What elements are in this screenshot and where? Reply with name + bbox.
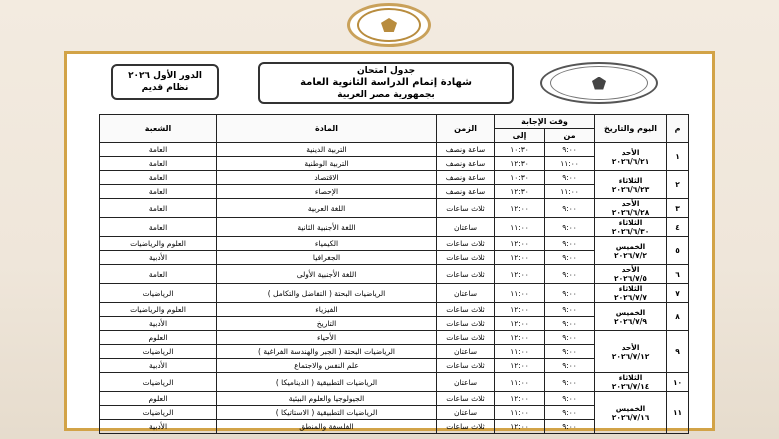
- subject: الرياضيات التطبيقية ( الاستاتيكا ): [217, 406, 437, 420]
- day-date-cell: [595, 237, 667, 265]
- branch: العامة: [100, 143, 217, 157]
- time-from: ٩:٠٠: [545, 284, 595, 303]
- subject: التاريخ: [217, 317, 437, 331]
- duration: ساعة ونصف: [437, 171, 495, 185]
- duration: ثلاث ساعات: [437, 359, 495, 373]
- duration: ثلاث ساعات: [437, 199, 495, 218]
- branch: العامة: [100, 185, 217, 199]
- time-from: ٩:٠٠: [545, 406, 595, 420]
- col-header-branch: الشعبة: [100, 115, 217, 143]
- day-date-cell: [595, 303, 667, 331]
- time-to: ١١:٠٠: [495, 373, 545, 392]
- subject: الجيولوجيا والعلوم البيئية: [217, 392, 437, 406]
- day-date-cell: [595, 265, 667, 284]
- time-from: ٩:٠٠: [545, 251, 595, 265]
- duration: ثلاث ساعات: [437, 331, 495, 345]
- title-box: [258, 62, 514, 104]
- title-line-3: بجمهورية مصر العربية: [337, 90, 435, 100]
- duration: ثلاث ساعات: [437, 265, 495, 284]
- branch: الرياضيات: [100, 345, 217, 359]
- exam-date: ٢٠٢٦/٧/٥: [614, 274, 647, 283]
- day-name: الخميس: [615, 403, 646, 413]
- exam-round-box: [111, 64, 219, 100]
- exam-date: ٢٠٢٦/٧/١٤: [611, 382, 650, 391]
- time-to: ١٢:٣٠: [495, 157, 545, 171]
- branch: العامة: [100, 171, 217, 185]
- duration: ساعتان: [437, 345, 495, 359]
- exam-date: ٢٠٢٦/٦/٢٨: [611, 208, 650, 217]
- row-number: ٣: [667, 199, 689, 218]
- time-from: ٩:٠٠: [545, 317, 595, 331]
- subject: اللغة العربية: [217, 199, 437, 218]
- time-from: ٩:٠٠: [545, 171, 595, 185]
- emblem-ring: [357, 8, 421, 42]
- time-to: ١٢:٠٠: [495, 392, 545, 406]
- branch: العلوم: [100, 331, 217, 345]
- branch: الأدبية: [100, 251, 217, 265]
- time-to: ١٢:٠٠: [495, 251, 545, 265]
- day-date-cell: [595, 143, 667, 171]
- day-date-cell: [595, 284, 667, 303]
- duration: ثلاث ساعات: [437, 392, 495, 406]
- branch: العامة: [100, 218, 217, 237]
- branch: الأدبية: [100, 359, 217, 373]
- table-row: [100, 303, 689, 317]
- duration: ثلاث ساعات: [437, 251, 495, 265]
- system-label: نظام قديم: [141, 83, 189, 93]
- time-from: ٩:٠٠: [545, 359, 595, 373]
- time-from: ١١:٠٠: [545, 185, 595, 199]
- col-header-num: م: [667, 115, 689, 143]
- col-header-subject: المادة: [217, 115, 437, 143]
- round-label: الدور الأول ٢٠٢٦: [128, 71, 202, 81]
- document-header: [73, 58, 706, 110]
- day-name: الثلاثاء: [618, 373, 643, 382]
- title-line-1: جدول امتحان: [356, 66, 416, 76]
- subject: الفيزياء: [217, 303, 437, 317]
- table-row: [100, 373, 689, 392]
- time-to: ١٢:٠٠: [495, 359, 545, 373]
- duration: ثلاث ساعات: [437, 420, 495, 434]
- day-name: الأحد: [621, 199, 640, 208]
- subject: اللغة الأجنبية الأولى: [217, 265, 437, 284]
- top-emblem-logo: [347, 3, 431, 47]
- day-date-cell: [595, 199, 667, 218]
- duration: ساعتان: [437, 373, 495, 392]
- subject: الفلسفة والمنطق: [217, 420, 437, 434]
- subject: التربية الدينية: [217, 143, 437, 157]
- duration: ساعة ونصف: [437, 185, 495, 199]
- branch: العلوم والرياضيات: [100, 303, 217, 317]
- row-number: ٢: [667, 171, 689, 199]
- duration: ثلاث ساعات: [437, 237, 495, 251]
- row-number: ٨: [667, 303, 689, 331]
- time-to: ١٠:٣٠: [495, 143, 545, 157]
- row-number: ٤: [667, 218, 689, 237]
- exam-date: ٢٠٢٦/٧/٧: [614, 293, 647, 302]
- branch: العلوم والرياضيات: [100, 237, 217, 251]
- duration: ساعتان: [437, 218, 495, 237]
- time-from: ٩:٠٠: [545, 218, 595, 237]
- time-to: ١٢:٠٠: [495, 317, 545, 331]
- col-header-to: إلى: [495, 129, 545, 143]
- table-row: [100, 265, 689, 284]
- time-from: ٩:٠٠: [545, 345, 595, 359]
- col-header-from: من: [545, 129, 595, 143]
- row-number: ٩: [667, 331, 689, 373]
- table-row: [100, 284, 689, 303]
- day-name: الثلاثاء: [618, 218, 643, 227]
- branch: العامة: [100, 199, 217, 218]
- row-number: ١٠: [667, 373, 689, 392]
- day-name: الأحد: [621, 342, 640, 352]
- exam-date: ٢٠٢٦/٧/١٢: [611, 351, 650, 361]
- col-header-day-date: اليوم والتاريخ: [595, 115, 667, 143]
- time-to: ١٢:٠٠: [495, 265, 545, 284]
- row-number: ٦: [667, 265, 689, 284]
- subject: التربية الوطنية: [217, 157, 437, 171]
- row-number: ١: [667, 143, 689, 171]
- branch: العامة: [100, 157, 217, 171]
- exam-date: ٢٠٢٦/٧/٢: [614, 250, 647, 260]
- duration: ساعة ونصف: [437, 157, 495, 171]
- time-from: ٩:٠٠: [545, 331, 595, 345]
- time-to: ١٢:٠٠: [495, 420, 545, 434]
- duration: ثلاث ساعات: [437, 303, 495, 317]
- time-to: ١١:٠٠: [495, 218, 545, 237]
- ministry-logo-ring: [550, 66, 648, 100]
- title-line-2: شهادة إتمام الدراسة الثانوية العامة: [300, 77, 472, 88]
- table-row: [100, 331, 689, 345]
- row-number: ٥: [667, 237, 689, 265]
- schedule-body: [100, 143, 689, 434]
- time-from: ٩:٠٠: [545, 143, 595, 157]
- branch: الرياضيات: [100, 373, 217, 392]
- branch: العامة: [100, 265, 217, 284]
- col-header-duration: الزمن: [437, 115, 495, 143]
- duration: ساعتان: [437, 406, 495, 420]
- exam-schedule-document: [64, 51, 715, 431]
- subject: الإحصاء: [217, 185, 437, 199]
- day-name: الخميس: [615, 307, 646, 317]
- day-name: الثلاثاء: [618, 175, 643, 185]
- exam-date: ٢٠٢٦/٧/١٦: [611, 412, 650, 422]
- exam-date: ٢٠٢٦/٦/٢٣: [611, 184, 650, 194]
- ministry-eagle-icon: [592, 77, 606, 90]
- day-name: الأحد: [621, 147, 640, 157]
- time-to: ١١:٠٠: [495, 406, 545, 420]
- table-row: [100, 237, 689, 251]
- branch: الأدبية: [100, 317, 217, 331]
- day-name: الأحد: [621, 265, 640, 274]
- subject: الرياضيات التطبيقية ( الديناميكا ): [217, 373, 437, 392]
- duration: ساعة ونصف: [437, 143, 495, 157]
- ministry-logo: [540, 62, 658, 104]
- subject: الأحياء: [217, 331, 437, 345]
- time-from: ٩:٠٠: [545, 303, 595, 317]
- time-from: ٩:٠٠: [545, 420, 595, 434]
- branch: الرياضيات: [100, 406, 217, 420]
- exam-date: ٢٠٢٦/٧/٩: [614, 316, 647, 326]
- row-number: ٧: [667, 284, 689, 303]
- time-to: ١٢:٠٠: [495, 237, 545, 251]
- table-row: [100, 143, 689, 157]
- time-to: ١٢:٣٠: [495, 185, 545, 199]
- time-from: ٩:٠٠: [545, 373, 595, 392]
- day-date-cell: [595, 218, 667, 237]
- day-date-cell: [595, 331, 667, 373]
- table-row: [100, 199, 689, 218]
- time-to: ١١:٠٠: [495, 345, 545, 359]
- time-to: ١٢:٠٠: [495, 331, 545, 345]
- subject: الرياضيات البحتة ( التفاضل والتكامل ): [217, 284, 437, 303]
- time-to: ١١:٠٠: [495, 284, 545, 303]
- day-date-cell: [595, 392, 667, 434]
- exam-date: ٢٠٢٦/٦/٢١: [611, 156, 650, 166]
- exam-schedule-table: [99, 114, 689, 434]
- branch: العلوم: [100, 392, 217, 406]
- time-from: ٩:٠٠: [545, 392, 595, 406]
- branch: الرياضيات: [100, 284, 217, 303]
- eagle-icon: [381, 18, 397, 32]
- time-from: ٩:٠٠: [545, 237, 595, 251]
- duration: ثلاث ساعات: [437, 317, 495, 331]
- row-number: ١١: [667, 392, 689, 434]
- day-date-cell: [595, 171, 667, 199]
- table-row: [100, 171, 689, 185]
- subject: الجغرافيا: [217, 251, 437, 265]
- subject: الكيمياء: [217, 237, 437, 251]
- table-row: [100, 392, 689, 406]
- duration: ساعتان: [437, 284, 495, 303]
- day-date-cell: [595, 373, 667, 392]
- table-row: [100, 218, 689, 237]
- subject: الاقتصاد: [217, 171, 437, 185]
- time-to: ١٠:٣٠: [495, 171, 545, 185]
- time-to: ١٢:٠٠: [495, 303, 545, 317]
- day-name: الثلاثاء: [618, 284, 643, 293]
- subject: اللغة الأجنبية الثانية: [217, 218, 437, 237]
- header-row-1: [100, 115, 689, 129]
- subject: الرياضيات البحتة ( الجبر والهندسة الفراغية ): [217, 345, 437, 359]
- exam-date: ٢٠٢٦/٦/٣٠: [611, 227, 650, 236]
- time-from: ٩:٠٠: [545, 265, 595, 284]
- time-from: ١١:٠٠: [545, 157, 595, 171]
- col-header-answer-time: وقت الإجابة: [495, 115, 595, 129]
- day-name: الخميس: [615, 241, 646, 251]
- time-to: ١٢:٠٠: [495, 199, 545, 218]
- time-from: ٩:٠٠: [545, 199, 595, 218]
- subject: علم النفس والاجتماع: [217, 359, 437, 373]
- branch: الأدبية: [100, 420, 217, 434]
